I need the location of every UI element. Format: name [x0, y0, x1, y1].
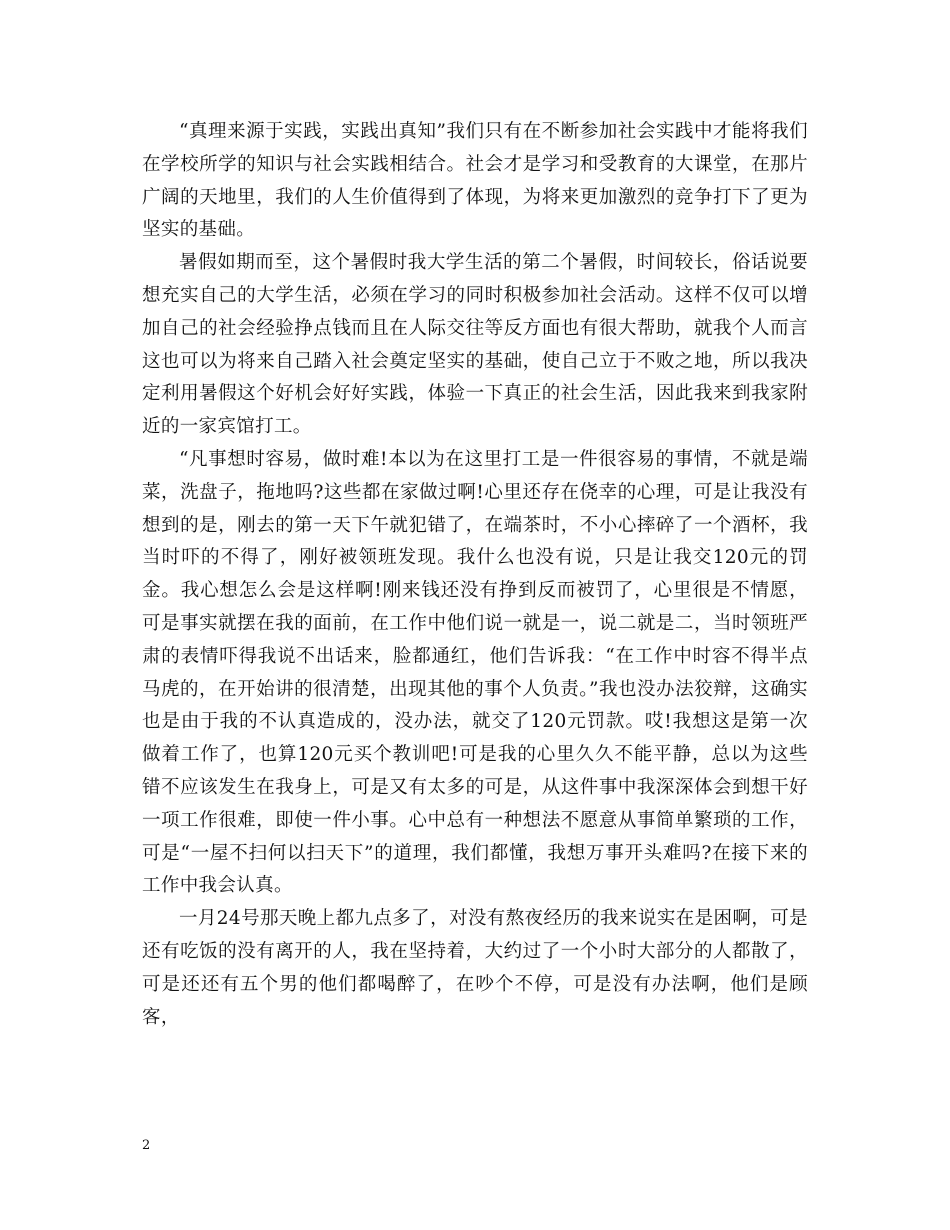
paragraph-1: “真理来源于实践，实践出真知”我们只有在不断参加社会实践中才能将我们在学校所学的知识与社会实践相结合。社会才是学习和受教育的大课堂，在那片广阔的天地里，我们的人生价值得到了体现，为将来更加激烈的竞争打下了更为坚实的基础。 [142, 121, 808, 241]
document-body [142, 116, 808, 1034]
paragraph-4: 一月24号那天晚上都九点多了，对没有熬夜经历的我来说实在是困啊，可是还有吃饭的没有离开的人，我在坚持着，大约过了一个小时大部分的人都散了，可是还还有五个男的他们都喝醉了，在吵个不停，可是没有办法啊，他们是顾客， [142, 908, 808, 1028]
page-number: 2 [142, 1138, 151, 1153]
paragraph-3: “凡事想时容易，做时难!本以为在这里打工是一件很容易的事情，不就是端菜，洗盘子，拖地吗?这些都在家做过啊!心里还存在侥幸的心理，可是让我没有想到的是，刚去的第一天下午就犯错了，在端茶时，不小心摔碎了一个酒杯，我当时吓的不得了，刚好被领班发现。我什么也没有说，只是让我交120元的罚金。我心想怎么会是这样啊!刚来钱还没有挣到反而被罚了，心里很是不情愿，可是事实就摆在我的面前，在工作中他们说一就是一，说二就是二，当时领班严肃的表情吓得我说不出话来，脸都通红，他们告诉我：“在工作中时容不得半点马虎的，在开始讲的很清楚，出现其他的事个人负责。”我也没办法狡辩，这确实也是由于我的不认真造成的，没办法，就交了120元罚款。哎!我想这是第一次做着工作了，也算120元买个教训吧!可是我的心里久久不能平静，总以为这些错不应该发生在我身上，可是又有太多的可是，从这件事中我深深体会到想干好一项工作很难，即使一件小事。心中总有一种想法不愿意从事简单繁琐的工作，可是“一屋不扫何以扫天下”的道理，我们都懂，我想万事开头难吗?在接下来的工作中我会认真。 [142, 448, 808, 897]
paragraph-2: 暑假如期而至，这个暑假时我大学生活的第二个暑假，时间较长，俗话说要想充实自己的大学生活，必须在学习的同时积极参加社会活动。这样不仅可以增加自己的社会经验挣点钱而且在人际交往等反方面也有很大帮助，就我个人而言这也可以为将来自己踏入社会奠定坚实的基础，使自己立于不败之地，所以我决定利用暑假这个好机会好好实践，体验一下真正的社会生活，因此我来到我家附近的一家宾馆打工。 [142, 252, 808, 438]
